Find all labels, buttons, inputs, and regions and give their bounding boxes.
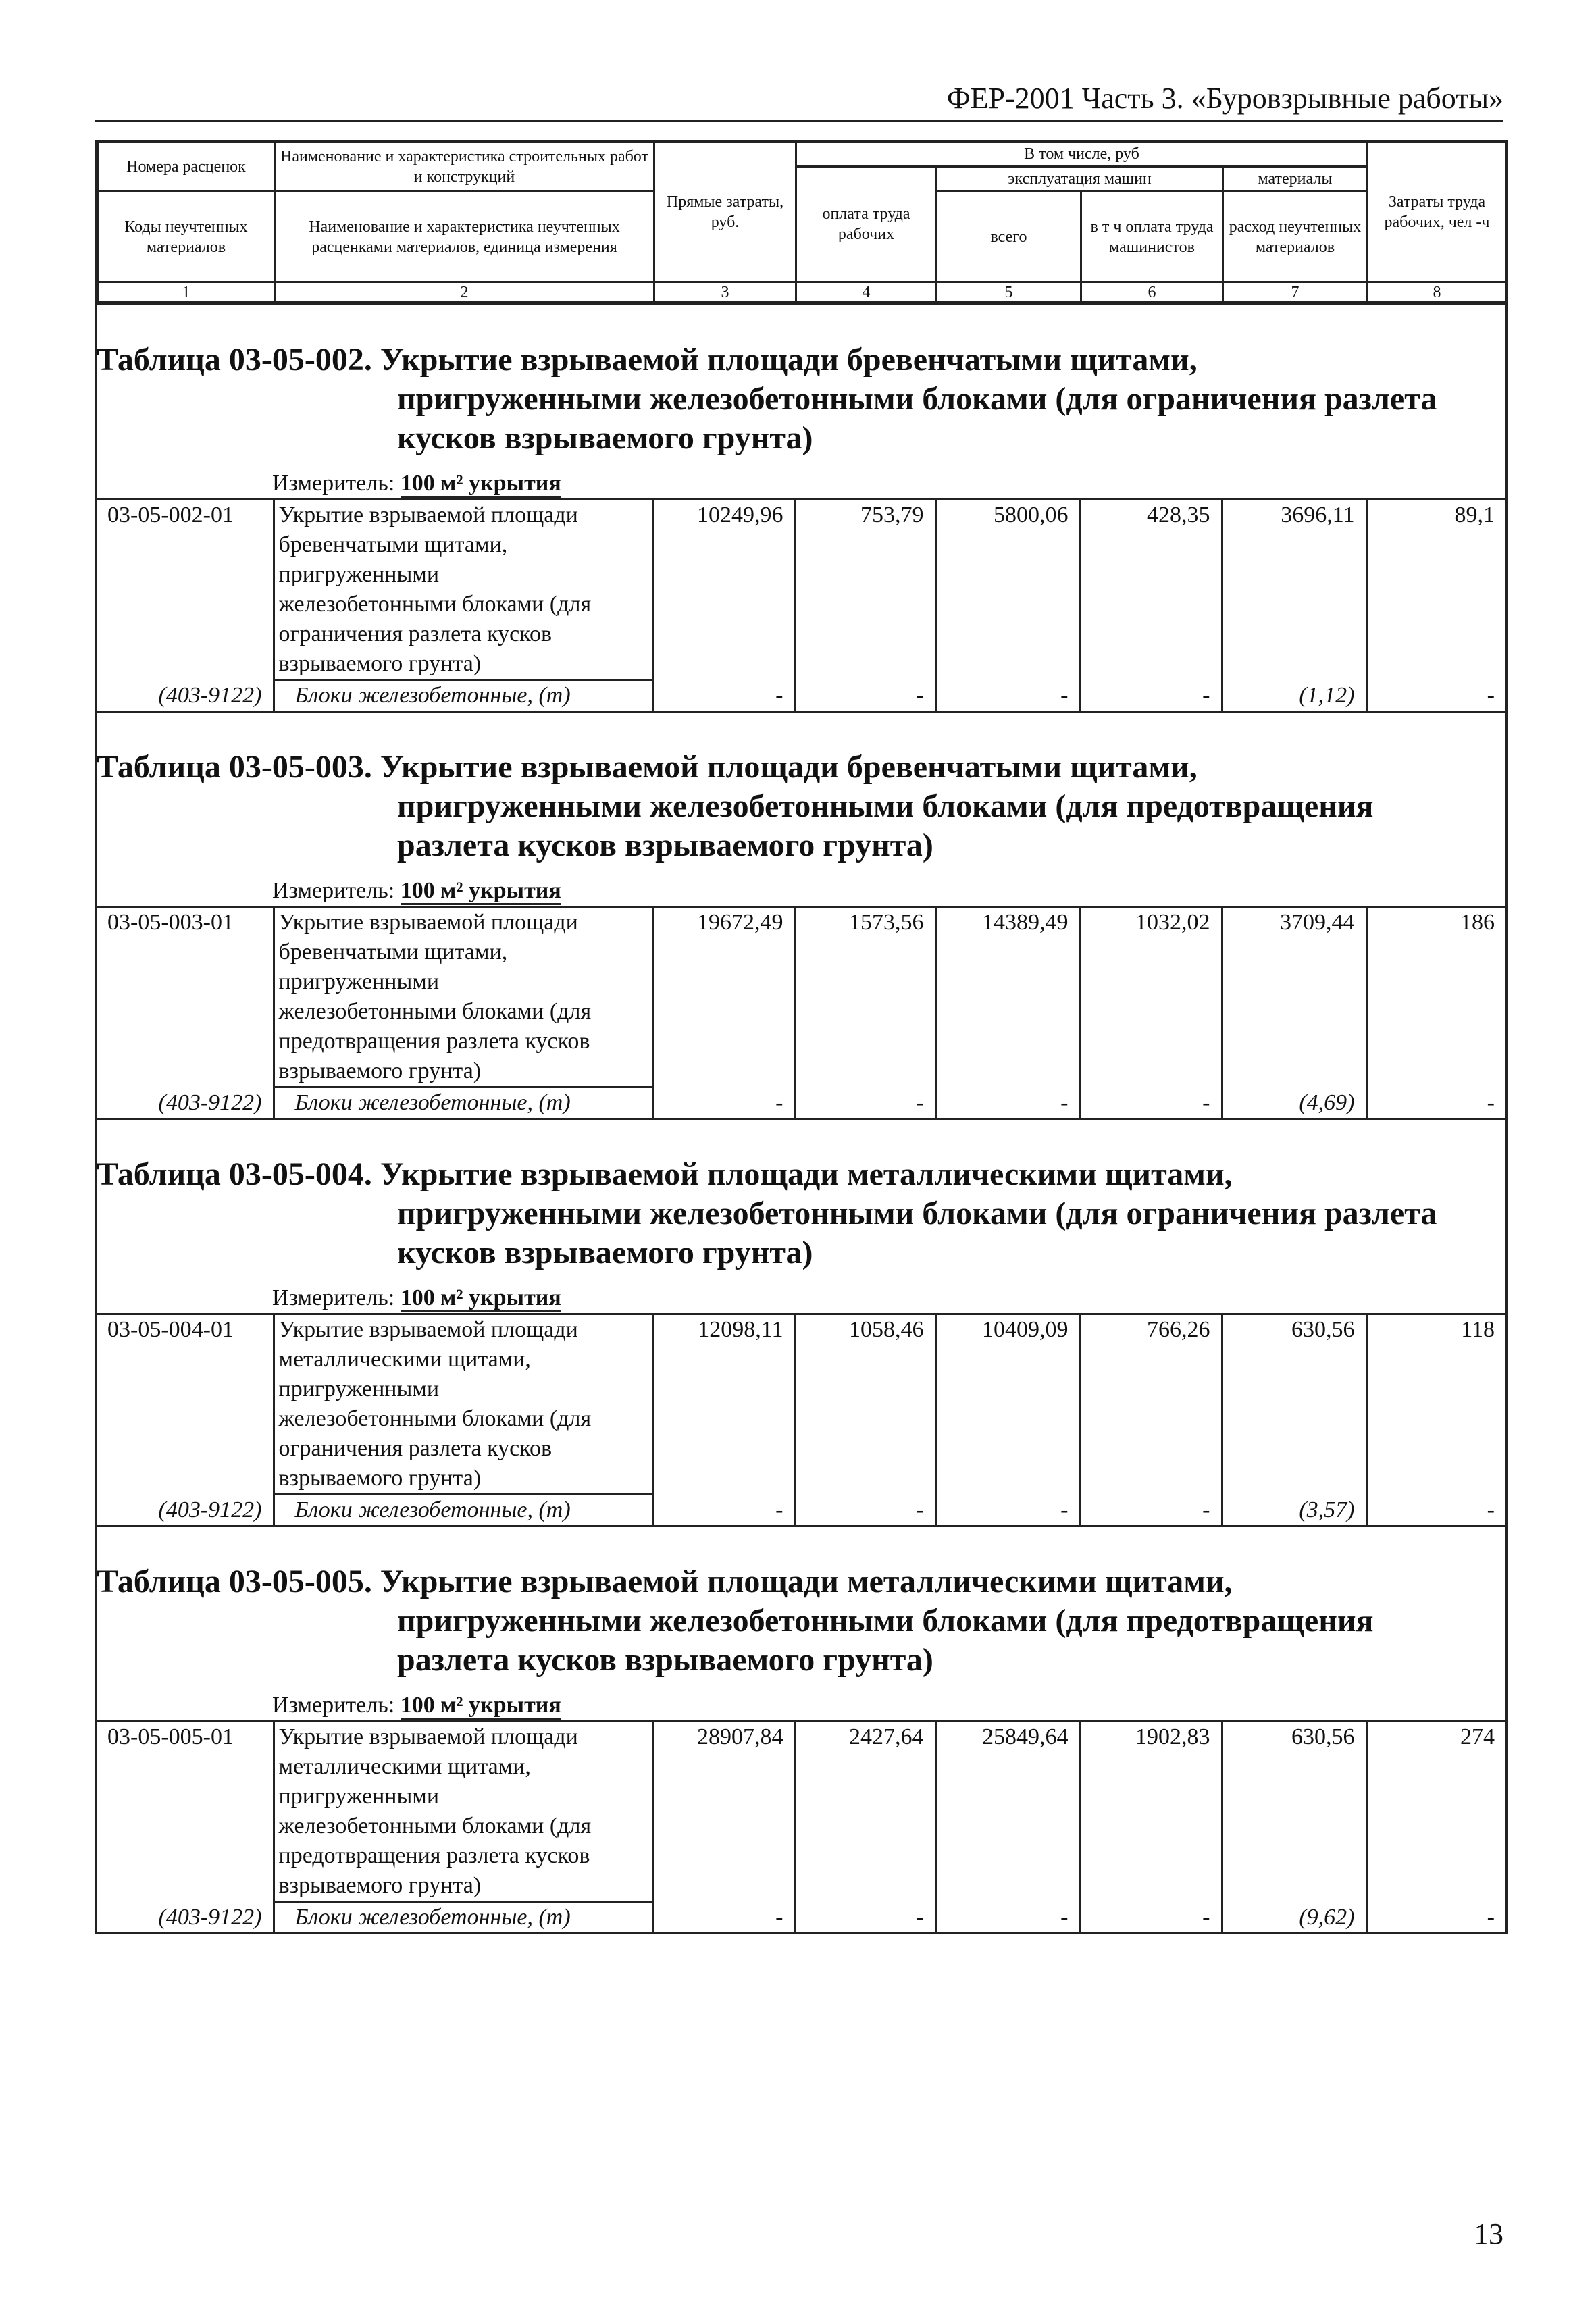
description-line: металлическими щитами, bbox=[278, 1754, 531, 1779]
description-line: Укрытие взрываемой площади bbox=[278, 1724, 578, 1749]
section-title bbox=[97, 305, 1505, 458]
material-worker-pay: - bbox=[795, 1902, 935, 1933]
material-machines-total: - bbox=[935, 1495, 1080, 1526]
worker-pay-value: 2427,64 bbox=[795, 1722, 935, 1902]
column-number: 6 bbox=[1081, 282, 1223, 303]
description-line: железобетонными блоками (для bbox=[278, 1814, 592, 1839]
machinists-pay-value: 1902,83 bbox=[1080, 1722, 1222, 1902]
unit-label: Измеритель: bbox=[272, 878, 395, 903]
column-number: 3 bbox=[654, 282, 796, 303]
description-line: бревенчатыми щитами, bbox=[278, 532, 508, 557]
section-title bbox=[97, 1120, 1505, 1272]
header-labor-hours: Затраты труда рабочих, чел -ч bbox=[1368, 142, 1507, 282]
title-first-line: Укрытие взрываемой площади металлическими щитами, bbox=[380, 1156, 1233, 1192]
description-line: металлическими щитами, bbox=[278, 1347, 531, 1372]
title-first-line: Укрытие взрываемой площади металлическими щитами, bbox=[380, 1564, 1233, 1599]
description-line: ограничения разлета кусков bbox=[278, 1436, 552, 1461]
rate-sections bbox=[97, 303, 1505, 1932]
material-machinists-pay: - bbox=[1080, 1495, 1222, 1526]
column-number: 1 bbox=[98, 282, 275, 303]
rate-rows-table bbox=[97, 1313, 1505, 1525]
direct-costs-value: 12098,11 bbox=[653, 1314, 795, 1495]
unit-of-measure bbox=[97, 1272, 1505, 1313]
running-title: ФЕР-2001 Часть 3. «Буровзрывные работы» bbox=[95, 80, 1503, 122]
material-machines-total: - bbox=[935, 1902, 1080, 1933]
description-line: бревенчатыми щитами, bbox=[278, 940, 508, 965]
description-line: пригруженными bbox=[278, 562, 440, 587]
rate-description bbox=[274, 500, 653, 680]
description-line: предотвращения разлета кусков bbox=[278, 1029, 590, 1054]
material-name: Блоки железобетонные, (т) bbox=[274, 1902, 653, 1933]
column-number: 7 bbox=[1223, 282, 1368, 303]
material-machines-total: - bbox=[935, 1087, 1080, 1119]
rate-rows-table bbox=[97, 498, 1505, 711]
rate-row bbox=[97, 1314, 1505, 1495]
labor-hours-value: 186 bbox=[1366, 907, 1505, 1087]
rate-description bbox=[274, 907, 653, 1087]
table-number: Таблица 03-05-004. bbox=[97, 1156, 372, 1192]
description-line: ограничения разлета кусков bbox=[278, 621, 552, 646]
material-consumption: (4,69) bbox=[1222, 1087, 1366, 1119]
description-line: железобетонными блоками (для bbox=[278, 592, 592, 617]
description-line: железобетонными блоками (для bbox=[278, 1406, 592, 1431]
title-line: пригруженными железобетонными блоками (для предотвращения bbox=[397, 788, 1374, 824]
rate-code: 03-05-002-01 bbox=[97, 500, 274, 680]
rate-table-section bbox=[97, 303, 1505, 711]
labor-hours-value: 89,1 bbox=[1366, 500, 1505, 680]
rate-row bbox=[97, 907, 1505, 1087]
material-direct-costs: - bbox=[653, 1495, 795, 1526]
title-line: разлета кусков взрываемого грунта) bbox=[397, 1642, 933, 1678]
machinists-pay-value: 766,26 bbox=[1080, 1314, 1222, 1495]
title-first-line: Укрытие взрываемой площади бревенчатыми щитами, bbox=[380, 749, 1198, 785]
material-machinists-pay: - bbox=[1080, 1902, 1222, 1933]
title-first-line: Укрытие взрываемой площади бревенчатыми щитами, bbox=[380, 342, 1198, 378]
rate-row bbox=[97, 1722, 1505, 1902]
direct-costs-value: 28907,84 bbox=[653, 1722, 795, 1902]
material-labor-hours: - bbox=[1366, 1087, 1505, 1119]
material-row bbox=[97, 680, 1505, 711]
table-number: Таблица 03-05-005. bbox=[97, 1564, 372, 1599]
material-consumption: (3,57) bbox=[1222, 1495, 1366, 1526]
rate-description bbox=[274, 1722, 653, 1902]
description-line: пригруженными bbox=[278, 1377, 440, 1402]
direct-costs-value: 19672,49 bbox=[653, 907, 795, 1087]
header-material-codes: Коды неучтенных материалов bbox=[98, 192, 275, 282]
title-line: кусков взрываемого грунта) bbox=[397, 1235, 813, 1270]
material-consumption: (9,62) bbox=[1222, 1902, 1366, 1933]
material-row bbox=[97, 1902, 1505, 1933]
material-direct-costs: - bbox=[653, 1902, 795, 1933]
unit-label: Измеритель: bbox=[272, 471, 395, 496]
table-number: Таблица 03-05-002. bbox=[97, 342, 372, 378]
material-row bbox=[97, 1495, 1505, 1526]
machines-total-value: 25849,64 bbox=[935, 1722, 1080, 1902]
materials-value: 630,56 bbox=[1222, 1722, 1366, 1902]
title-line: кусков взрываемого грунта) bbox=[397, 420, 813, 456]
labor-hours-value: 274 bbox=[1366, 1722, 1505, 1902]
description-line: взрываемого грунта) bbox=[278, 651, 482, 676]
description-line: взрываемого грунта) bbox=[278, 1873, 482, 1898]
header-rate-numbers: Номера расценок bbox=[98, 142, 275, 192]
header-material-names: Наименование и характеристика неучтенных расценками материалов, единица измерения bbox=[275, 192, 654, 282]
material-consumption: (1,12) bbox=[1222, 680, 1366, 711]
rate-rows-table bbox=[97, 1720, 1505, 1932]
unit-of-measure bbox=[97, 458, 1505, 498]
table-number: Таблица 03-05-003. bbox=[97, 749, 372, 785]
title-line: пригруженными железобетонными блоками (для ограничения разлета bbox=[397, 1195, 1437, 1231]
worker-pay-value: 1058,46 bbox=[795, 1314, 935, 1495]
unit-label: Измеритель: bbox=[272, 1285, 395, 1310]
direct-costs-value: 10249,96 bbox=[653, 500, 795, 680]
material-worker-pay: - bbox=[795, 1495, 935, 1526]
materials-value: 3696,11 bbox=[1222, 500, 1366, 680]
rate-table-section bbox=[97, 1525, 1505, 1932]
section-title bbox=[97, 1527, 1505, 1680]
header-machines-total: всего bbox=[937, 192, 1081, 282]
material-code: (403-9122) bbox=[158, 683, 262, 708]
column-number: 4 bbox=[796, 282, 937, 303]
material-name: Блоки железобетонные, (т) bbox=[274, 1495, 653, 1526]
description-line: взрываемого грунта) bbox=[278, 1058, 482, 1083]
material-worker-pay: - bbox=[795, 680, 935, 711]
materials-value: 630,56 bbox=[1222, 1314, 1366, 1495]
header-work-name: Наименование и характеристика строительных работ и конструкций bbox=[275, 142, 654, 192]
column-number: 5 bbox=[937, 282, 1081, 303]
header-direct-costs: Прямые затраты, руб. bbox=[654, 142, 796, 282]
worker-pay-value: 1573,56 bbox=[795, 907, 935, 1087]
column-number: 8 bbox=[1368, 282, 1507, 303]
description-line: Укрытие взрываемой площади bbox=[278, 910, 578, 935]
unit-value: 100 м² укрытия bbox=[401, 1285, 561, 1312]
material-code: (403-9122) bbox=[158, 1090, 262, 1115]
page-number: 13 bbox=[1474, 2217, 1503, 2251]
material-name: Блоки железобетонные, (т) bbox=[274, 1087, 653, 1119]
material-direct-costs: - bbox=[653, 1087, 795, 1119]
rate-description bbox=[274, 1314, 653, 1495]
rate-rows-table bbox=[97, 906, 1505, 1118]
material-code: (403-9122) bbox=[158, 1905, 262, 1930]
header-worker-pay: оплата труда рабочих bbox=[796, 167, 937, 282]
description-line: предотвращения разлета кусков bbox=[278, 1843, 590, 1868]
unit-of-measure bbox=[97, 1680, 1505, 1720]
material-direct-costs: - bbox=[653, 680, 795, 711]
header-including-group: В том числе, руб bbox=[796, 142, 1368, 167]
description-line: Укрытие взрываемой площади bbox=[278, 1317, 578, 1342]
worker-pay-value: 753,79 bbox=[795, 500, 935, 680]
unit-value: 100 м² укрытия bbox=[401, 1693, 561, 1720]
rate-table-section bbox=[97, 1118, 1505, 1525]
rate-code: 03-05-003-01 bbox=[97, 907, 274, 1087]
material-name: Блоки железобетонные, (т) bbox=[274, 680, 653, 711]
description-line: взрываемого грунта) bbox=[278, 1466, 482, 1491]
description-line: пригруженными bbox=[278, 969, 440, 994]
unit-value: 100 м² укрытия bbox=[401, 471, 561, 498]
material-code: (403-9122) bbox=[158, 1497, 262, 1522]
header-machinists-pay: в т ч оплата труда машинистов bbox=[1081, 192, 1223, 282]
header-materials: материалы bbox=[1223, 167, 1368, 192]
section-title bbox=[97, 713, 1505, 865]
material-labor-hours: - bbox=[1366, 680, 1505, 711]
rates-document bbox=[95, 140, 1508, 1934]
material-labor-hours: - bbox=[1366, 1495, 1505, 1526]
column-header-table bbox=[97, 140, 1508, 303]
material-labor-hours: - bbox=[1366, 1902, 1505, 1933]
column-number: 2 bbox=[275, 282, 654, 303]
title-line: пригруженными железобетонными блоками (для ограничения разлета bbox=[397, 381, 1437, 417]
header-material-consumption: расход неучтенных материалов bbox=[1223, 192, 1368, 282]
unit-of-measure bbox=[97, 865, 1505, 906]
machines-total-value: 14389,49 bbox=[935, 907, 1080, 1087]
rate-code: 03-05-004-01 bbox=[97, 1314, 274, 1495]
machinists-pay-value: 428,35 bbox=[1080, 500, 1222, 680]
material-row bbox=[97, 1087, 1505, 1119]
machines-total-value: 5800,06 bbox=[935, 500, 1080, 680]
title-line: пригруженными железобетонными блоками (для предотвращения bbox=[397, 1603, 1374, 1639]
machinists-pay-value: 1032,02 bbox=[1080, 907, 1222, 1087]
title-line: разлета кусков взрываемого грунта) bbox=[397, 827, 933, 863]
materials-value: 3709,44 bbox=[1222, 907, 1366, 1087]
machines-total-value: 10409,09 bbox=[935, 1314, 1080, 1495]
column-numbers-row bbox=[98, 282, 1507, 303]
material-machinists-pay: - bbox=[1080, 1087, 1222, 1119]
unit-value: 100 м² укрытия bbox=[401, 878, 561, 905]
rate-row bbox=[97, 500, 1505, 680]
rate-table-section bbox=[97, 711, 1505, 1118]
description-line: пригруженными bbox=[278, 1784, 440, 1809]
material-worker-pay: - bbox=[795, 1087, 935, 1119]
labor-hours-value: 118 bbox=[1366, 1314, 1505, 1495]
rate-code: 03-05-005-01 bbox=[97, 1722, 274, 1902]
unit-label: Измеритель: bbox=[272, 1693, 395, 1718]
material-machinists-pay: - bbox=[1080, 680, 1222, 711]
material-machines-total: - bbox=[935, 680, 1080, 711]
header-machine-operation: эксплуатация машин bbox=[937, 167, 1223, 192]
description-line: Укрытие взрываемой площади bbox=[278, 503, 578, 528]
description-line: железобетонными блоками (для bbox=[278, 999, 592, 1024]
